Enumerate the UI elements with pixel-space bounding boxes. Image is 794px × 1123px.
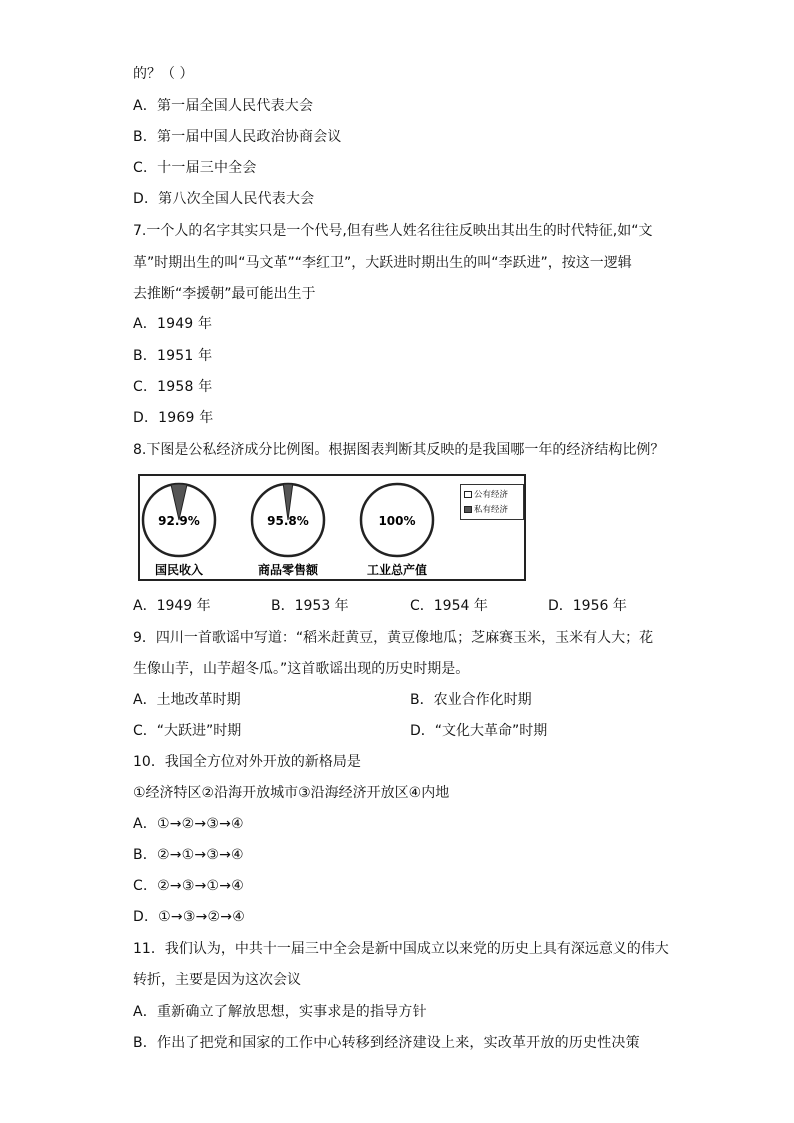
- q8-option-b: B．1953 年: [271, 598, 349, 614]
- q7-option-a: A．1949 年: [133, 316, 213, 332]
- q10-items: ①经济特区②沿海开放城市③沿海经济开放区④内地: [133, 785, 450, 801]
- pie-category-label: 国民收入: [154, 563, 204, 577]
- pie-2: [252, 484, 324, 577]
- q11-option-a: A．重新确立了解放思想，实事求是的指导方针: [133, 1004, 427, 1020]
- q9-stem-line2: 生像山芋，山芋超冬瓜。”这首歌谣出现的历史时期是。: [133, 661, 470, 677]
- q9-option-c: C．“大跃进”时期: [133, 723, 242, 739]
- q10-option-b: B．②→①→③→④: [133, 847, 244, 863]
- q8-option-c: C．1954 年: [410, 598, 488, 614]
- q6-option-d: D．第八次全国人民代表大会: [133, 191, 315, 207]
- legend-entry-public: [464, 487, 520, 502]
- legend-swatch-private: [464, 506, 472, 513]
- pie-value-label: 95.8%: [267, 514, 309, 528]
- q6-option-b: B．第一届中国人民政治协商会议: [133, 129, 342, 145]
- q8-stem: 8.下图是公私经济成分比例图。根据图表判断其反映的是我国哪一年的经济结构比例？: [133, 442, 665, 458]
- q7-stem-line3: 去推断“李援朝”最可能出生于: [133, 286, 316, 302]
- q7-stem-line1: 7.一个人的名字其实只是一个代号,但有些人姓名往往反映出其出生的时代特征,如“文: [133, 223, 653, 239]
- q9-option-d: D．“文化大革命”时期: [410, 723, 548, 739]
- q10-option-a: A．①→②→③→④: [133, 816, 244, 832]
- pie-1: [143, 484, 215, 577]
- q10-option-d: D．①→③→②→④: [133, 909, 245, 925]
- q8-option-d: D．1956 年: [548, 598, 627, 614]
- pie-3: [361, 484, 433, 577]
- q11-option-b: B．作出了把党和国家的工作中心转移到经济建设上来，实改革开放的历史性决策: [133, 1035, 640, 1051]
- pie-category-label: 商品零售额: [257, 563, 319, 577]
- q6-option-c: C．十一届三中全会: [133, 160, 257, 176]
- q10-option-c: C．②→③→①→④: [133, 878, 244, 894]
- legend-swatch-public: [464, 491, 472, 498]
- q9-option-b: B．农业合作化时期: [410, 692, 532, 708]
- q11-stem-line2: 转折，主要是因为这次会议: [133, 972, 301, 988]
- q9-option-a: A．土地改革时期: [133, 692, 241, 708]
- q9-stem-line1: 9．四川一首歌谣中写道：“稻米赶黄豆，黄豆像地瓜；芝麻赛玉米，玉米有人大；花: [133, 630, 654, 646]
- legend-label-private: 私有经济: [474, 504, 509, 515]
- q7-option-c: C．1958 年: [133, 379, 213, 395]
- pie-value-label: 100%: [378, 514, 416, 528]
- pie-category-label: 工业总产值: [366, 563, 428, 577]
- pie-value-label: 92.9%: [158, 514, 200, 528]
- q7-option-b: B．1951 年: [133, 348, 213, 364]
- legend-label-public: 公有经济: [474, 489, 509, 500]
- q7-option-d: D．1969 年: [133, 410, 214, 426]
- pie-charts-svg: [140, 476, 456, 579]
- pie-chart-figure: [138, 474, 526, 581]
- q10-stem: 10．我国全方位对外开放的新格局是: [133, 754, 361, 770]
- q8-option-a: A．1949 年: [133, 598, 211, 614]
- legend-entry-private: [464, 502, 520, 517]
- q6-option-a: A．第一届全国人民代表大会: [133, 98, 314, 114]
- q6-stem-tail: 的？（ ）: [133, 66, 194, 82]
- chart-legend: [460, 484, 524, 520]
- q11-stem-line1: 11．我们认为，中共十一届三中全会是新中国成立以来党的历史上具有深远意义的伟大: [133, 941, 669, 957]
- q7-stem-line2: 革”时期出生的叫“马文革”“李红卫”，大跃进时期出生的叫“李跃进”，按这一逻辑: [133, 255, 632, 271]
